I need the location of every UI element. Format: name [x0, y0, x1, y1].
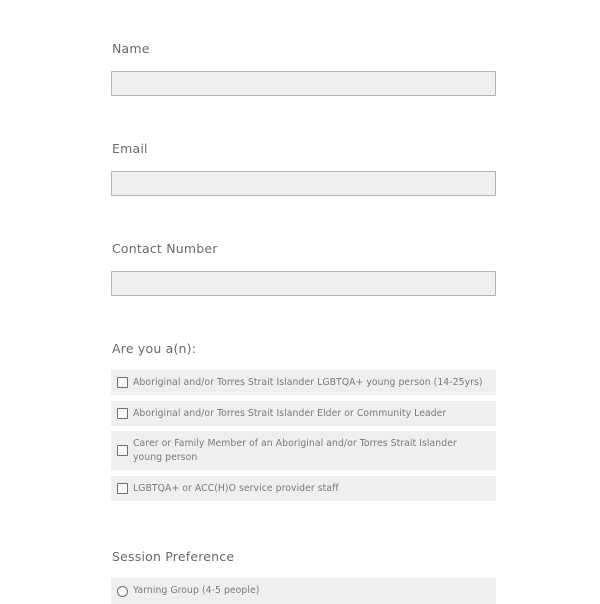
session-option-yarning-group[interactable] [111, 578, 496, 604]
contact-number-input[interactable] [111, 271, 496, 296]
radio-button[interactable] [117, 586, 128, 597]
checkbox[interactable] [117, 377, 128, 388]
session-preference-label: Session Preference [112, 549, 235, 564]
option-label: LGBTQA+ or ACC(H)O service provider staff [133, 482, 339, 494]
option-label: Aboriginal and/or Torres Strait Islander Elder or Community Leader [133, 407, 447, 419]
name-input[interactable] [111, 71, 496, 96]
option-label: Aboriginal and/or Torres Strait Islander LGBTQA+ young person (14-25yrs) [133, 376, 483, 388]
name-label: Name [112, 41, 150, 56]
identity-question-label: Are you a(n): [112, 341, 197, 356]
email-label: Email [112, 141, 148, 156]
checkbox[interactable] [117, 483, 128, 494]
checkbox[interactable] [117, 408, 128, 419]
checkbox[interactable] [117, 445, 128, 456]
email-input[interactable] [111, 171, 496, 196]
contact-number-label: Contact Number [112, 241, 218, 256]
option-label: Carer or Family Member of an Aboriginal and/or Torres Strait Islander young person [133, 437, 457, 463]
identity-option-carer[interactable] [111, 431, 496, 470]
identity-option-staff[interactable] [111, 476, 496, 501]
option-label: Yarning Group (4-5 people) [133, 585, 260, 596]
identity-option-young-person[interactable] [111, 370, 496, 395]
identity-option-elder[interactable] [111, 401, 496, 426]
